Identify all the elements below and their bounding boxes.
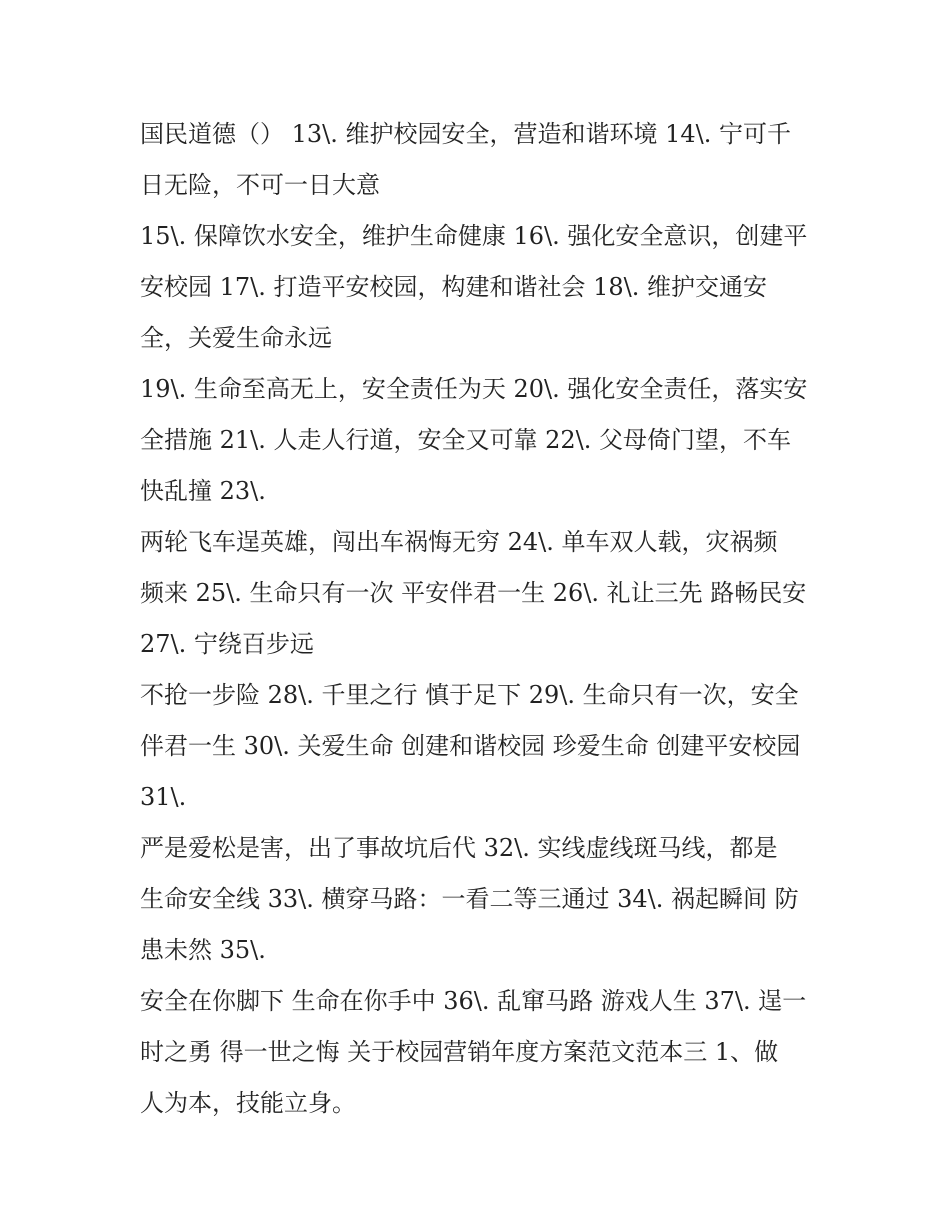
text-line: 生命安全线 33\. 横穿马路：一看二等三通过 34\. 祸起瞬间 防 [140, 885, 799, 913]
text-line: 时之勇 得一世之悔 关于校园营销年度方案范文范本三 1、做 [140, 1038, 779, 1066]
text-line: 安校园 17\. 打造平安校园，构建和谐社会 18\. 维护交通安 [140, 273, 768, 301]
text-line: 全，关爱生命永远 [140, 324, 332, 352]
text-line: 患未然 35\. [140, 936, 266, 964]
text-line: 19\. 生命至高无上，安全责任为天 20\. 强化安全责任，落实安 [140, 375, 808, 403]
text-line: 31\. [140, 783, 187, 811]
text-line: 15\. 保障饮水安全，维护生命健康 16\. 强化安全意识，创建平 [140, 222, 808, 250]
text-line: 频来 25\. 生命只有一次 平安伴君一生 26\. 礼让三先 路畅民安 [140, 579, 807, 607]
text-line: 全措施 21\. 人走人行道，安全又可靠 22\. 父母倚门望，不车 [140, 426, 792, 454]
text-line: 安全在你脚下 生命在你手中 36\. 乱窜马路 游戏人生 37\. 逞一 [140, 987, 807, 1015]
text-line: 伴君一生 30\. 关爱生命 创建和谐校园 珍爱生命 创建平安校园 [140, 732, 801, 760]
text-line: 两轮飞车逞英雄，闯出车祸悔无穷 24\. 单车双人载，灾祸频 [140, 528, 778, 556]
text-line: 27\. 宁绕百步远 [140, 630, 314, 658]
text-line: 日无险，不可一日大意 [140, 171, 380, 199]
text-line: 国民道德（） 13\. 维护校园安全，营造和谐环境 14\. 宁可千 [140, 120, 792, 148]
text-line: 不抢一步险 28\. 千里之行 慎于足下 29\. 生命只有一次，安全 [140, 681, 799, 709]
text-line: 快乱撞 23\. [140, 477, 266, 505]
text-line: 严是爱松是害，出了事故坑后代 32\. 实线虚线斑马线，都是 [140, 834, 778, 862]
text-line: 人为本，技能立身。 [140, 1089, 356, 1117]
body-text [140, 109, 820, 1129]
